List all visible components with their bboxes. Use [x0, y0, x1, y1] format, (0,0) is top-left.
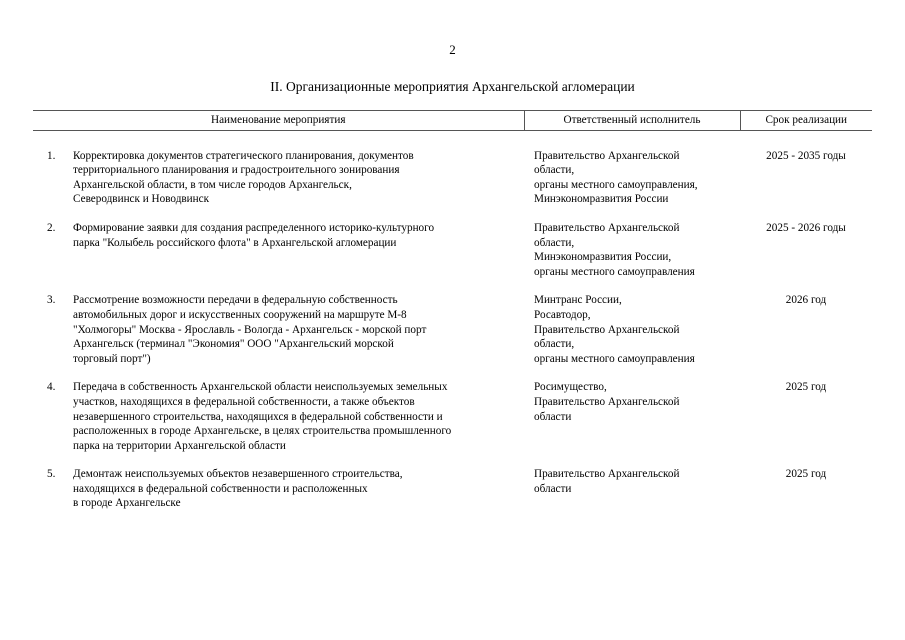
header-term: Срок реализации [740, 111, 872, 131]
header-responsible: Ответственный исполнитель [524, 111, 740, 131]
table-header-row [33, 111, 872, 131]
measure-name-line: Корректировка документов стратегического планирования, документов [73, 149, 414, 162]
responsible-line: области, [534, 338, 575, 351]
responsible-line: Минтранс России, [534, 294, 622, 307]
measure-name-line: Северодвинск и Новодвинск [73, 193, 210, 206]
row-gap [33, 453, 872, 467]
measure-name [71, 380, 524, 453]
measure-name-line: парка "Колыбель российского флота" в Архангельской агломерации [73, 236, 397, 249]
responsible-line: Минэкономразвития России, [534, 251, 672, 264]
table-row [33, 380, 872, 453]
table-spacer [33, 130, 872, 149]
row-gap [33, 279, 872, 293]
measure-name-line: торговый порт") [73, 352, 151, 365]
responsible-line: Правительство Архангельской [534, 221, 680, 234]
responsible-line: Правительство Архангельской [534, 395, 680, 408]
section-title: II. Организационные мероприятия Архангельской агломерации [270, 79, 635, 94]
measure-name-line: автомобильных дорог и искусственных сооружений на маршруте М-8 [73, 308, 407, 321]
row-number: 1. [47, 149, 56, 162]
responsible-line: области [534, 482, 572, 495]
measure-name [71, 149, 524, 207]
responsible-line: органы местного самоуправления [534, 352, 695, 365]
responsible-line: органы местного самоуправления [534, 265, 695, 278]
table-row [33, 221, 872, 279]
header-name: Наименование мероприятия [33, 111, 524, 131]
responsible-line: Правительство Архангельской [534, 149, 680, 162]
implementation-term: 2026 год [785, 294, 827, 307]
table-row [33, 467, 872, 511]
measure-name [71, 293, 524, 366]
measure-name-line: Архангельск (терминал "Экономия" ООО "Архангельский морской [73, 338, 394, 351]
table-row [33, 293, 872, 366]
responsible-line: Росимущество, [534, 381, 607, 394]
implementation-term: 2025 - 2026 годы [766, 221, 846, 234]
measure-name-line: "Холмогоры" Москва - Ярославль - Вологда - Архангельск - морской порт [73, 323, 427, 336]
implementation-term: 2025 - 2035 годы [766, 149, 846, 162]
measure-name-line: участков, находящихся в федеральной собственности, а также объектов [73, 395, 415, 408]
responsible-line: Правительство Архангельской [534, 323, 680, 336]
measure-name-line: расположенных в городе Архангельске, в целях строительства промышленного [73, 425, 452, 438]
responsible-executor [524, 467, 740, 511]
measure-name-line: Демонтаж неиспользуемых объектов незавершенного строительства, [73, 468, 403, 481]
measure-name [71, 221, 524, 279]
responsible-executor [524, 380, 740, 453]
implementation-term: 2025 год [785, 468, 827, 481]
row-number: 5. [47, 468, 56, 481]
responsible-line: Минэкономразвития России [534, 193, 669, 206]
responsible-line: области [534, 410, 572, 423]
page-number: 2 [449, 42, 456, 57]
measure-name-line: парка на территории Архангельской области [73, 439, 286, 452]
row-number: 3. [47, 294, 56, 307]
responsible-line: области, [534, 164, 575, 177]
responsible-line: Росавтодор, [534, 308, 591, 321]
responsible-line: области, [534, 236, 575, 249]
row-number: 4. [47, 381, 56, 394]
responsible-executor [524, 221, 740, 279]
responsible-executor [524, 293, 740, 366]
measure-name [71, 467, 524, 511]
responsible-line: органы местного самоуправления, [534, 178, 698, 191]
row-gap [33, 207, 872, 221]
implementation-term: 2025 год [785, 381, 827, 394]
measure-name-line: Рассмотрение возможности передачи в федеральную собственность [73, 294, 398, 307]
row-gap [33, 366, 872, 380]
measure-name-line: в городе Архангельске [73, 497, 181, 510]
measure-name-line: территориального планирования и градостроительного зонирования [73, 164, 400, 177]
table-body [33, 130, 872, 511]
measure-name-line: незавершенного строительства, находящихся в федеральной собственности и [73, 410, 443, 423]
measure-name-line: Формирование заявки для создания распределенного историко-культурного [73, 221, 435, 234]
measures-table-container [33, 110, 872, 511]
measure-name-line: Архангельской области, в том числе городов Архангельск, [73, 178, 352, 191]
responsible-line: Правительство Архангельской [534, 468, 680, 481]
measures-table [33, 110, 872, 511]
measure-name-line: находящихся в федеральной собственности и расположенных [73, 482, 368, 495]
measure-name-line: Передача в собственность Архангельской области неиспользуемых земельных [73, 381, 448, 394]
row-number: 2. [47, 221, 56, 234]
responsible-executor [524, 149, 740, 207]
table-row [33, 149, 872, 207]
